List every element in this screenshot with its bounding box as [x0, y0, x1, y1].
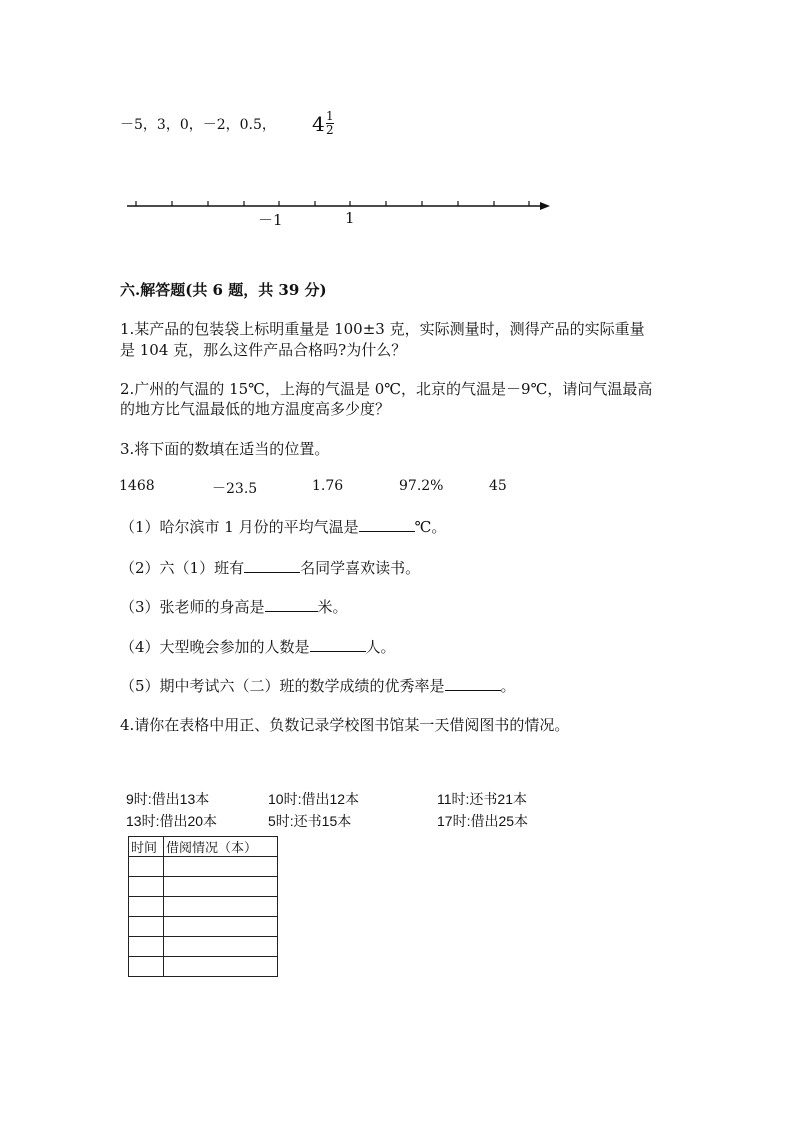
table-cell[interactable] — [164, 917, 278, 937]
q3-item-5 — [120, 675, 516, 696]
table-cell[interactable] — [164, 937, 278, 957]
q1-line2: 是 104 克，那么这件产品合格吗?为什么？ — [120, 341, 407, 359]
q3-value: 1.76 — [312, 478, 344, 494]
q4-record: 17时:借出25本 — [437, 813, 529, 829]
q3-item-text: （5）期中考试六（二）班的数学成绩的优秀率是 — [120, 677, 445, 695]
table-row — [129, 857, 278, 877]
q3-value: 97.2% — [399, 478, 444, 494]
number-line-arrow — [540, 202, 550, 210]
q3-item-2 — [120, 557, 420, 578]
section-title: 六.解答题(共 6 题，共 39 分) — [120, 281, 327, 299]
q3-value: 45 — [489, 478, 507, 494]
q3-item-3 — [120, 596, 348, 617]
q3-value: －23.5 — [212, 481, 258, 497]
answer-blank[interactable] — [359, 517, 415, 532]
number-list: －5，3，0，－2，0.5， — [120, 117, 276, 133]
table-row — [129, 957, 278, 977]
fraction-numerator: 1 — [326, 109, 334, 123]
number-line — [0, 0, 794, 240]
table-cell[interactable] — [164, 957, 278, 977]
q4-title: 4.请你在表格中用正、负数记录学校图书馆某一天借阅图书的情况。 — [120, 716, 570, 734]
q3-item-text: （2）六（1）班有 — [120, 559, 245, 577]
q1-line1: 1.某产品的包装袋上标明重量是 100±3 克，实际测量时，测得产品的实际重量 — [120, 320, 645, 338]
answer-blank[interactable] — [265, 597, 318, 612]
answer-blank[interactable] — [244, 558, 300, 573]
q3-item-text: （4）大型晚会参加的人数是 — [120, 638, 310, 656]
fraction-whole: 4 — [312, 112, 325, 136]
q3-item-text: 名同学喜欢读书。 — [300, 559, 421, 577]
table-cell[interactable] — [164, 877, 278, 897]
q2-line2: 的地方比气温最低的地方温度高多少度？ — [120, 400, 391, 418]
q3-item-1 — [120, 516, 446, 537]
table-cell[interactable] — [129, 957, 164, 977]
q3-item-text: 。 — [500, 677, 516, 695]
header-time: 时间 — [129, 837, 164, 857]
number-line-label-neg1: －1 — [258, 211, 283, 229]
answer-blank[interactable] — [310, 637, 366, 652]
q4-record: 11时:还书21本 — [437, 791, 527, 807]
table-row — [129, 917, 278, 937]
q3-item-text: （1）哈尔滨市 1 月份的平均气温是 — [120, 518, 359, 536]
table-row — [129, 877, 278, 897]
q4-record: 10时:借出12本 — [268, 791, 360, 807]
table-header-row — [129, 837, 278, 857]
table-cell[interactable] — [129, 917, 164, 937]
q4-record: 5时:还书15本 — [268, 813, 352, 829]
table-cell[interactable] — [129, 857, 164, 877]
table-cell[interactable] — [129, 937, 164, 957]
q3-item-text: ℃。 — [414, 518, 447, 536]
borrow-table — [128, 836, 278, 977]
table-cell[interactable] — [129, 877, 164, 897]
q3-title: 3.将下面的数填在适当的位置。 — [120, 440, 330, 458]
header-borrow: 借阅情况（本） — [164, 837, 278, 857]
q3-item-text: 人。 — [365, 638, 396, 656]
table-cell[interactable] — [129, 897, 164, 917]
table-cell[interactable] — [164, 897, 278, 917]
q3-value: 1468 — [119, 478, 155, 494]
answer-blank[interactable] — [445, 676, 501, 691]
q3-item-text: 米。 — [317, 598, 348, 616]
number-line-label-1: 1 — [345, 209, 355, 227]
q3-item-4 — [120, 636, 396, 657]
q2-line1: 2.广州的气温的 15℃，上海的气温是 0℃，北京的气温是－9℃，请问气温最高 — [120, 380, 653, 398]
table-row — [129, 937, 278, 957]
table-row — [129, 897, 278, 917]
q3-item-text: （3）张老师的身高是 — [120, 598, 265, 616]
table-cell[interactable] — [164, 857, 278, 877]
fraction-denominator: 2 — [326, 123, 334, 137]
q4-record: 13时:借出20本 — [126, 813, 218, 829]
q4-record: 9时:借出13本 — [126, 791, 210, 807]
